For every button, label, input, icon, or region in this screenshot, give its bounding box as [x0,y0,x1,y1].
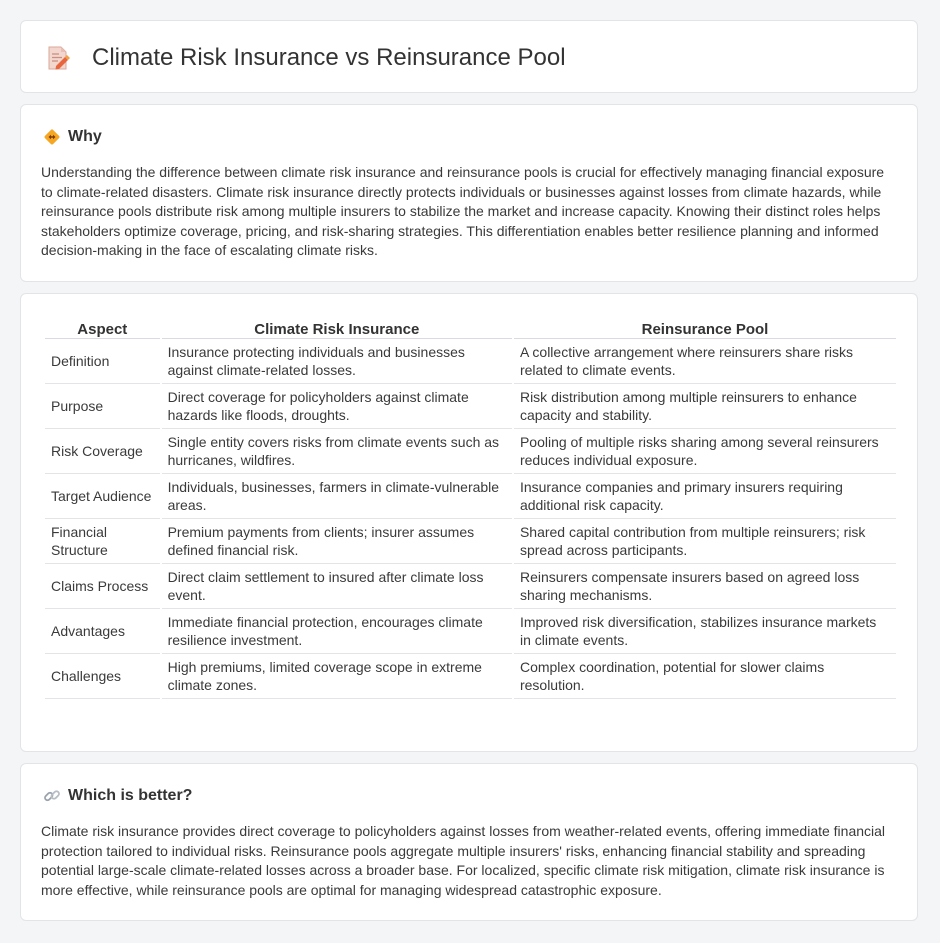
row-reinsurance-pool: Pooling of multiple risks sharing among several reinsurers reduces individual exposure. [514,429,896,474]
header-reinsurance-pool: Reinsurance Pool [514,314,896,339]
row-climate-risk-insurance: Single entity covers risks from climate events such as hurricanes, wildfires. [162,429,512,474]
row-aspect: Purpose [45,384,160,429]
header-aspect: Aspect [45,314,160,339]
better-text: Climate risk insurance provides direct coverage to policyholders against losses from weather-related events, offering immediate financial protection tailored to individual risks. Reinsurance pools aggregate multiple insurers' risks, enhancing financial stability and spreading potential large-scale climate-related losses across a broader base. For localized, specific climate risk mitigation, climate risk insurance is more effective, while reinsurance pools are optimal for managing widespread catastrophic exposure. [41,823,886,898]
diamond-signal-icon [43,128,61,146]
title-card [20,20,918,93]
row-aspect: Definition [45,339,160,384]
which-is-better-section [20,763,918,921]
row-aspect: Target Audience [45,474,160,519]
row-climate-risk-insurance: Immediate financial protection, encourages climate resilience investment. [162,609,512,654]
header-climate-risk-insurance: Climate Risk Insurance [162,314,512,339]
why-heading-row [43,127,102,147]
row-aspect: Financial Structure [45,519,160,564]
row-climate-risk-insurance: Insurance protecting individuals and businesses against climate-related losses. [162,339,512,384]
why-section [20,104,918,282]
table-row [45,429,896,474]
why-text: Understanding the difference between climate risk insurance and reinsurance pools is crucial for effectively managing financial exposure to climate-related disasters. Climate risk insurance directly protects individuals or businesses against losses from climate hazards, while reinsurance pools distribute risk among multiple insurers to stabilize the market and increase capacity. Knowing their distinct roles helps stakeholders optimize coverage, pricing, and risk-sharing strategies. This differentiation enables better resilience planning and informed decision-making in the face of escalating climate risks. [41,164,885,258]
document-pencil-icon [45,45,71,71]
comparison-table [43,314,898,699]
comparison-table-card [20,293,918,752]
table-row [45,384,896,429]
row-reinsurance-pool: A collective arrangement where reinsurers share risks related to climate events. [514,339,896,384]
table-row [45,654,896,699]
row-reinsurance-pool: Complex coordination, potential for slower claims resolution. [514,654,896,699]
row-reinsurance-pool: Risk distribution among multiple reinsurers to enhance capacity and stability. [514,384,896,429]
row-climate-risk-insurance: Premium payments from clients; insurer assumes defined financial risk. [162,519,512,564]
row-climate-risk-insurance: High premiums, limited coverage scope in extreme climate zones. [162,654,512,699]
table-row [45,609,896,654]
row-aspect: Challenges [45,654,160,699]
table-header-row [45,314,896,339]
row-aspect: Advantages [45,609,160,654]
row-reinsurance-pool: Insurance companies and primary insurers requiring additional risk capacity. [514,474,896,519]
row-reinsurance-pool: Improved risk diversification, stabilizes insurance markets in climate events. [514,609,896,654]
table-row [45,519,896,564]
better-heading: Which is better? [68,787,193,804]
row-reinsurance-pool: Shared capital contribution from multiple reinsurers; risk spread across participants. [514,519,896,564]
table-row [45,564,896,609]
row-reinsurance-pool: Reinsurers compensate insurers based on agreed loss sharing mechanisms. [514,564,896,609]
row-climate-risk-insurance: Direct coverage for policyholders against climate hazards like floods, droughts. [162,384,512,429]
row-climate-risk-insurance: Direct claim settlement to insured after climate loss event. [162,564,512,609]
table-row [45,474,896,519]
better-heading-row [43,786,192,806]
row-aspect: Risk Coverage [45,429,160,474]
why-heading: Why [68,128,102,145]
table-row [45,339,896,384]
row-climate-risk-insurance: Individuals, businesses, farmers in climate-vulnerable areas. [162,474,512,519]
row-aspect: Claims Process [45,564,160,609]
page-title: Climate Risk Insurance vs Reinsurance Pool [92,44,566,71]
link-icon [43,787,61,805]
